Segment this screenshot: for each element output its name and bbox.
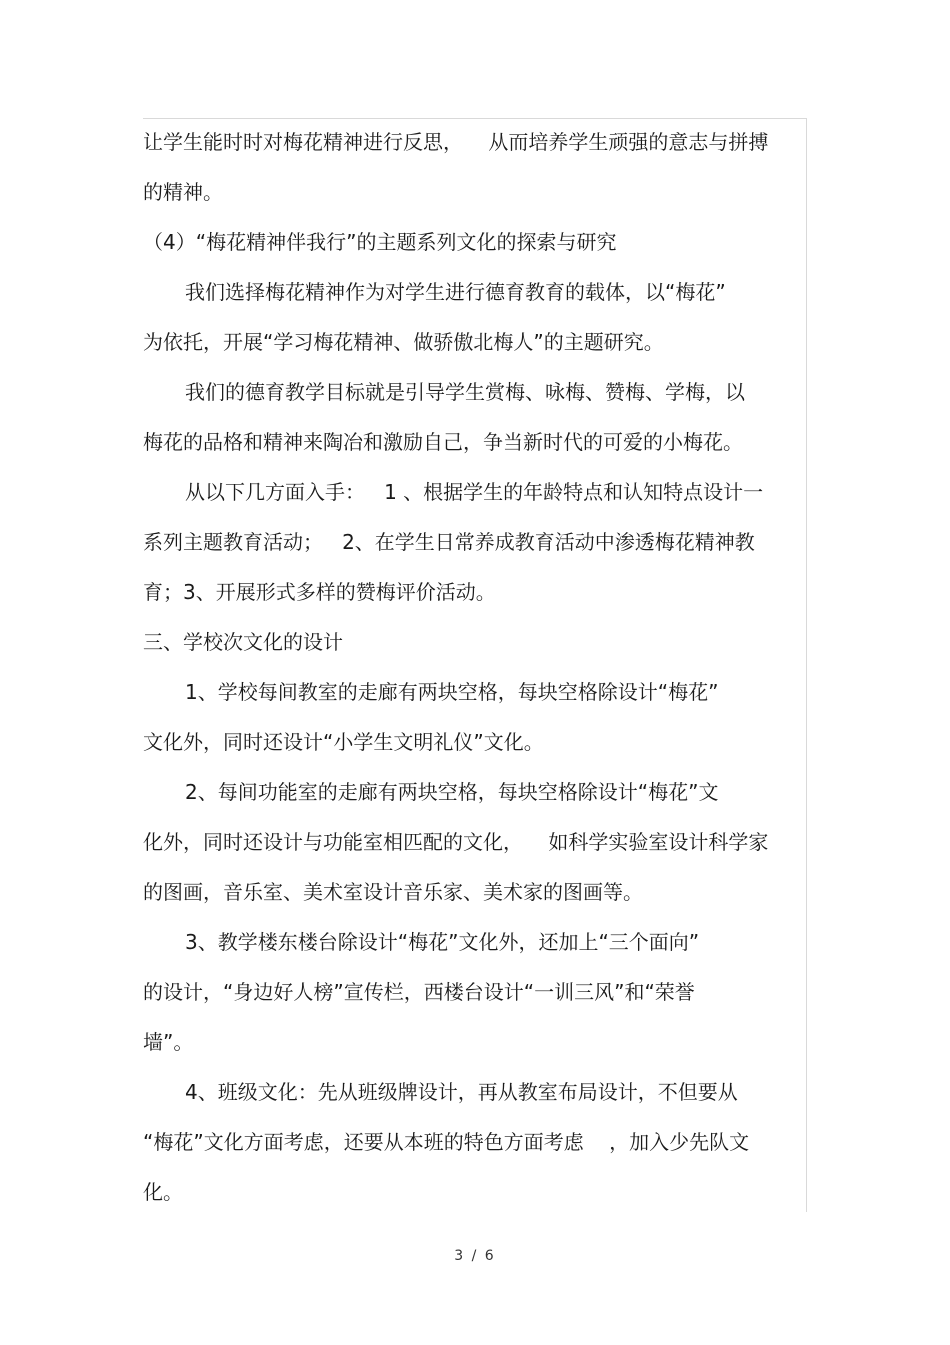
text-line: 从以下几方面入手： 1 、根据学生的年龄特点和认知特点设计一 (185, 480, 764, 504)
text-line: 1、学校每间教室的走廊有两块空格，每块空格除设计“梅花” (185, 680, 719, 704)
text-line: 2、每间功能室的走廊有两块空格，每块空格除设计“梅花”文 (185, 780, 719, 804)
text-line: 让学生能时时对梅花精神进行反思， 从而培养学生顽强的意志与拼搏 (143, 130, 769, 154)
text-line: 的设计，“身边好人榜”宣传栏，西楼台设计“一训三风”和“荣誉 (143, 980, 695, 1004)
text-line: 化外，同时还设计与功能室相匹配的文化， 如科学实验室设计科学家 (143, 830, 769, 854)
text-line: 3、教学楼东楼台除设计“梅花”文化外，还加上“三个面向” (185, 930, 700, 954)
text-line: 梅花的品格和精神来陶冶和激励自己，争当新时代的可爱的小梅花。 (143, 430, 743, 454)
section-heading: 三、学校次文化的设计 (143, 630, 343, 654)
text-line: “梅花”文化方面考虑，还要从本班的特色方面考虑 ，加入少先队文 (143, 1130, 750, 1154)
text-line: 我们选择梅花精神作为对学生进行德育教育的载体，以“梅花” (185, 280, 726, 304)
text-line: 我们的德育教学目标就是引导学生赏梅、咏梅、赞梅、学梅，以 (185, 380, 745, 404)
text-line: 文化外，同时还设计“小学生文明礼仪”文化。 (143, 730, 544, 754)
text-line: 墙”。 (143, 1030, 194, 1054)
text-line: 的精神。 (143, 180, 223, 204)
text-line: 的图画，音乐室、美术室设计音乐家、美术家的图画等。 (143, 880, 643, 904)
text-line: 4、班级文化：先从班级牌设计，再从教室布局设计，不但要从 (185, 1080, 738, 1104)
page-number: 3 / 6 (454, 1248, 496, 1264)
text-line: 化。 (143, 1180, 183, 1204)
text-line: 育；3、开展形式多样的赞梅评价活动。 (143, 580, 496, 604)
text-line: 为依托，开展“学习梅花精神、做骄傲北梅人”的主题研究。 (143, 330, 664, 354)
section-heading: （4）“梅花精神伴我行”的主题系列文化的探索与研究 (143, 230, 617, 254)
text-line: 系列主题教育活动； 2、在学生日常养成教育活动中渗透梅花精神教 (143, 530, 755, 554)
